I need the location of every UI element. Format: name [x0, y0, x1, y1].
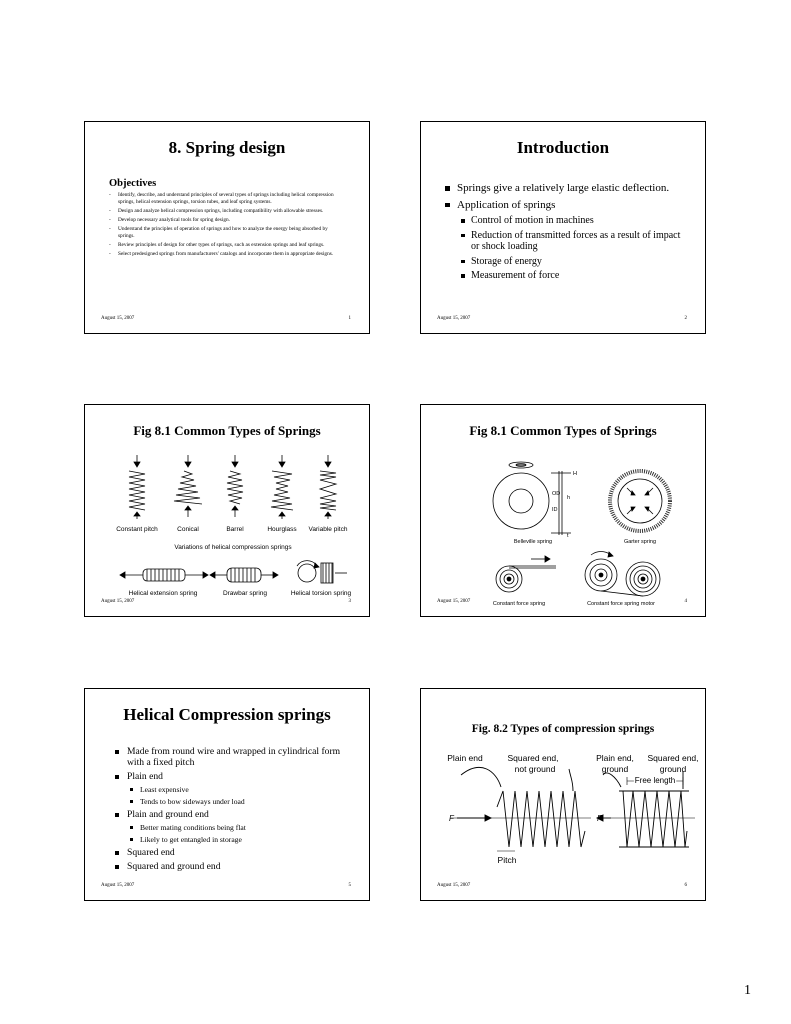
slide-date: August 15, 2007	[437, 316, 471, 321]
belleville-spring	[493, 462, 571, 535]
slide-title: 8. Spring design	[168, 138, 286, 157]
list-item: Application of springs	[445, 199, 685, 212]
bullet-icon	[115, 813, 119, 817]
list-item: Control of motion in machines	[445, 215, 685, 227]
slide-title: Fig 8.1 Common Types of Springs	[133, 423, 321, 438]
bullet-icon	[130, 788, 133, 791]
list-item: Plain end	[115, 771, 350, 782]
garter-spring	[610, 471, 670, 531]
slide-date: August 15, 2007	[101, 883, 135, 888]
spring-label: Hourglass	[267, 526, 297, 533]
list-item: Made from round wire and wrapped in cylindrical form with a fixed pitch	[115, 746, 350, 768]
slide-number: 5	[348, 883, 351, 888]
spring-label: Barrel	[226, 526, 244, 533]
bullet-icon	[115, 750, 119, 754]
list-item: Storage of energy	[445, 256, 685, 268]
spring-label: not ground	[514, 764, 556, 774]
page-number: 1	[744, 983, 751, 998]
spring-label: Constant pitch	[116, 526, 158, 533]
slide-2	[420, 121, 706, 334]
list-item: - Design and analyze helical compression springs, including compatibility with allowable stresses.	[109, 207, 324, 214]
list-item: Springs give a relatively large elastic deflection.	[445, 182, 685, 195]
free-length-label: Free length	[634, 776, 676, 785]
barrel-spring	[227, 471, 243, 504]
dimension-label: H	[573, 471, 577, 477]
bullet-icon	[461, 234, 465, 238]
bullet-list	[445, 182, 685, 285]
list-item: - Identify, describe, and understand principles of several types of springs including helical compression springs, helical extension springs, torsion tubes, and leaf spring systems.	[109, 192, 334, 205]
bullet-icon	[461, 274, 465, 278]
spring-label: Constant force spring	[492, 601, 546, 607]
list-item: Tends to bow sideways under load	[115, 797, 350, 806]
torsion-spring	[297, 561, 347, 583]
list-item: Likely to get entangled in storage	[115, 835, 350, 844]
spring-types-figure	[421, 449, 705, 619]
list-item: - Develop necessary analytical tools for spring design.	[109, 216, 230, 223]
spring-label: Constant force spring motor	[587, 601, 655, 607]
spring-label: Plain end,	[596, 753, 634, 763]
dimension-label: ID	[552, 507, 558, 513]
bullet-icon	[461, 219, 465, 223]
slide-6	[420, 688, 706, 901]
constant-pitch-spring	[129, 471, 145, 510]
list-item: Least expensive	[115, 785, 350, 794]
spring-label: Squared end,	[647, 753, 699, 763]
spring-label: Helical torsion spring	[290, 590, 352, 597]
list-item: Plain and ground end	[115, 809, 350, 820]
conical-spring	[174, 471, 202, 504]
slide-number: 2	[684, 316, 687, 321]
spring-label: ground	[601, 764, 629, 774]
bullet-icon	[115, 775, 119, 779]
slide-date: August 15, 2007	[437, 599, 471, 604]
objectives-heading: Objectives	[109, 178, 157, 189]
list-item: Reduction of transmitted forces as a result of impact or shock loading	[445, 230, 685, 253]
dimension-label: OD	[552, 491, 561, 497]
spring-label: Garter spring	[623, 539, 657, 545]
pitch-label: Pitch	[497, 855, 517, 865]
slide-title: Fig 8.1 Common Types of Springs	[469, 423, 657, 438]
spring-label: Plain end	[447, 753, 483, 763]
bullet-list	[115, 746, 350, 875]
slide-1	[84, 121, 370, 334]
constant-force-spring	[496, 556, 556, 592]
slide-number: 6	[684, 883, 687, 888]
hourglass-spring	[271, 471, 293, 510]
spring-types-figure	[85, 449, 369, 619]
extension-spring	[120, 569, 208, 581]
slide-date: August 15, 2007	[101, 316, 135, 321]
force-label: F	[597, 814, 602, 823]
list-item: - Understand the principles of operation of springs and how to analyze the energy being absorbed by springs.	[109, 226, 328, 239]
drawbar-spring	[210, 568, 278, 582]
bullet-icon	[130, 800, 133, 803]
list-item: Squared and ground end	[115, 861, 350, 872]
slide-title: Fig. 8.2 Types of compression springs	[471, 723, 655, 735]
slide-3	[84, 404, 370, 617]
arrow-down-icon	[134, 455, 331, 467]
constant-force-spring-motor	[585, 551, 660, 596]
spring-label: Belleville spring	[513, 539, 553, 545]
figure-caption: Variations of helical compression springs	[174, 544, 292, 551]
dimension-label: t	[567, 533, 569, 539]
spring-label: ground	[659, 764, 687, 774]
slide-date: August 15, 2007	[437, 883, 471, 888]
compression-spring-figure	[421, 751, 705, 881]
bullet-icon	[130, 838, 133, 841]
bullet-icon	[445, 186, 450, 191]
bullet-icon	[130, 826, 133, 829]
spring-label: Conical	[177, 526, 199, 533]
slide-number: 4	[684, 599, 687, 604]
list-item: - Select predesigned springs from manufacturers' catalogs and incorporate them in appropriate designs.	[109, 251, 334, 258]
bullet-icon	[445, 203, 450, 208]
spring-label: Drawbar spring	[222, 590, 268, 597]
list-item: Better mating conditions being flat	[115, 823, 350, 832]
force-label: F	[449, 814, 454, 823]
slide-5	[84, 688, 370, 901]
slide-date: August 15, 2007	[101, 599, 135, 604]
list-item: - Review principles of design for other types of springs, such as extension springs and leaf springs.	[109, 241, 325, 248]
slide-4	[420, 404, 706, 617]
bullet-icon	[115, 851, 119, 855]
list-item: Measurement of force	[445, 270, 685, 282]
dimension-label: h	[567, 495, 571, 501]
compression-spring-left	[451, 767, 611, 851]
slide-title: Introduction	[516, 138, 610, 157]
slide-number: 1	[348, 316, 351, 321]
spring-label: Squared end,	[507, 753, 559, 763]
bullet-icon	[115, 865, 119, 869]
spring-label: Variable pitch	[308, 526, 348, 533]
objectives-list	[109, 192, 341, 260]
slide-number: 3	[348, 599, 351, 604]
slide-title: Helical Compression springs	[123, 705, 331, 724]
bullet-icon	[461, 260, 465, 264]
list-item: Squared end	[115, 847, 350, 858]
variable-pitch-spring	[320, 471, 336, 510]
spring-label: Helical extension spring	[128, 590, 198, 597]
